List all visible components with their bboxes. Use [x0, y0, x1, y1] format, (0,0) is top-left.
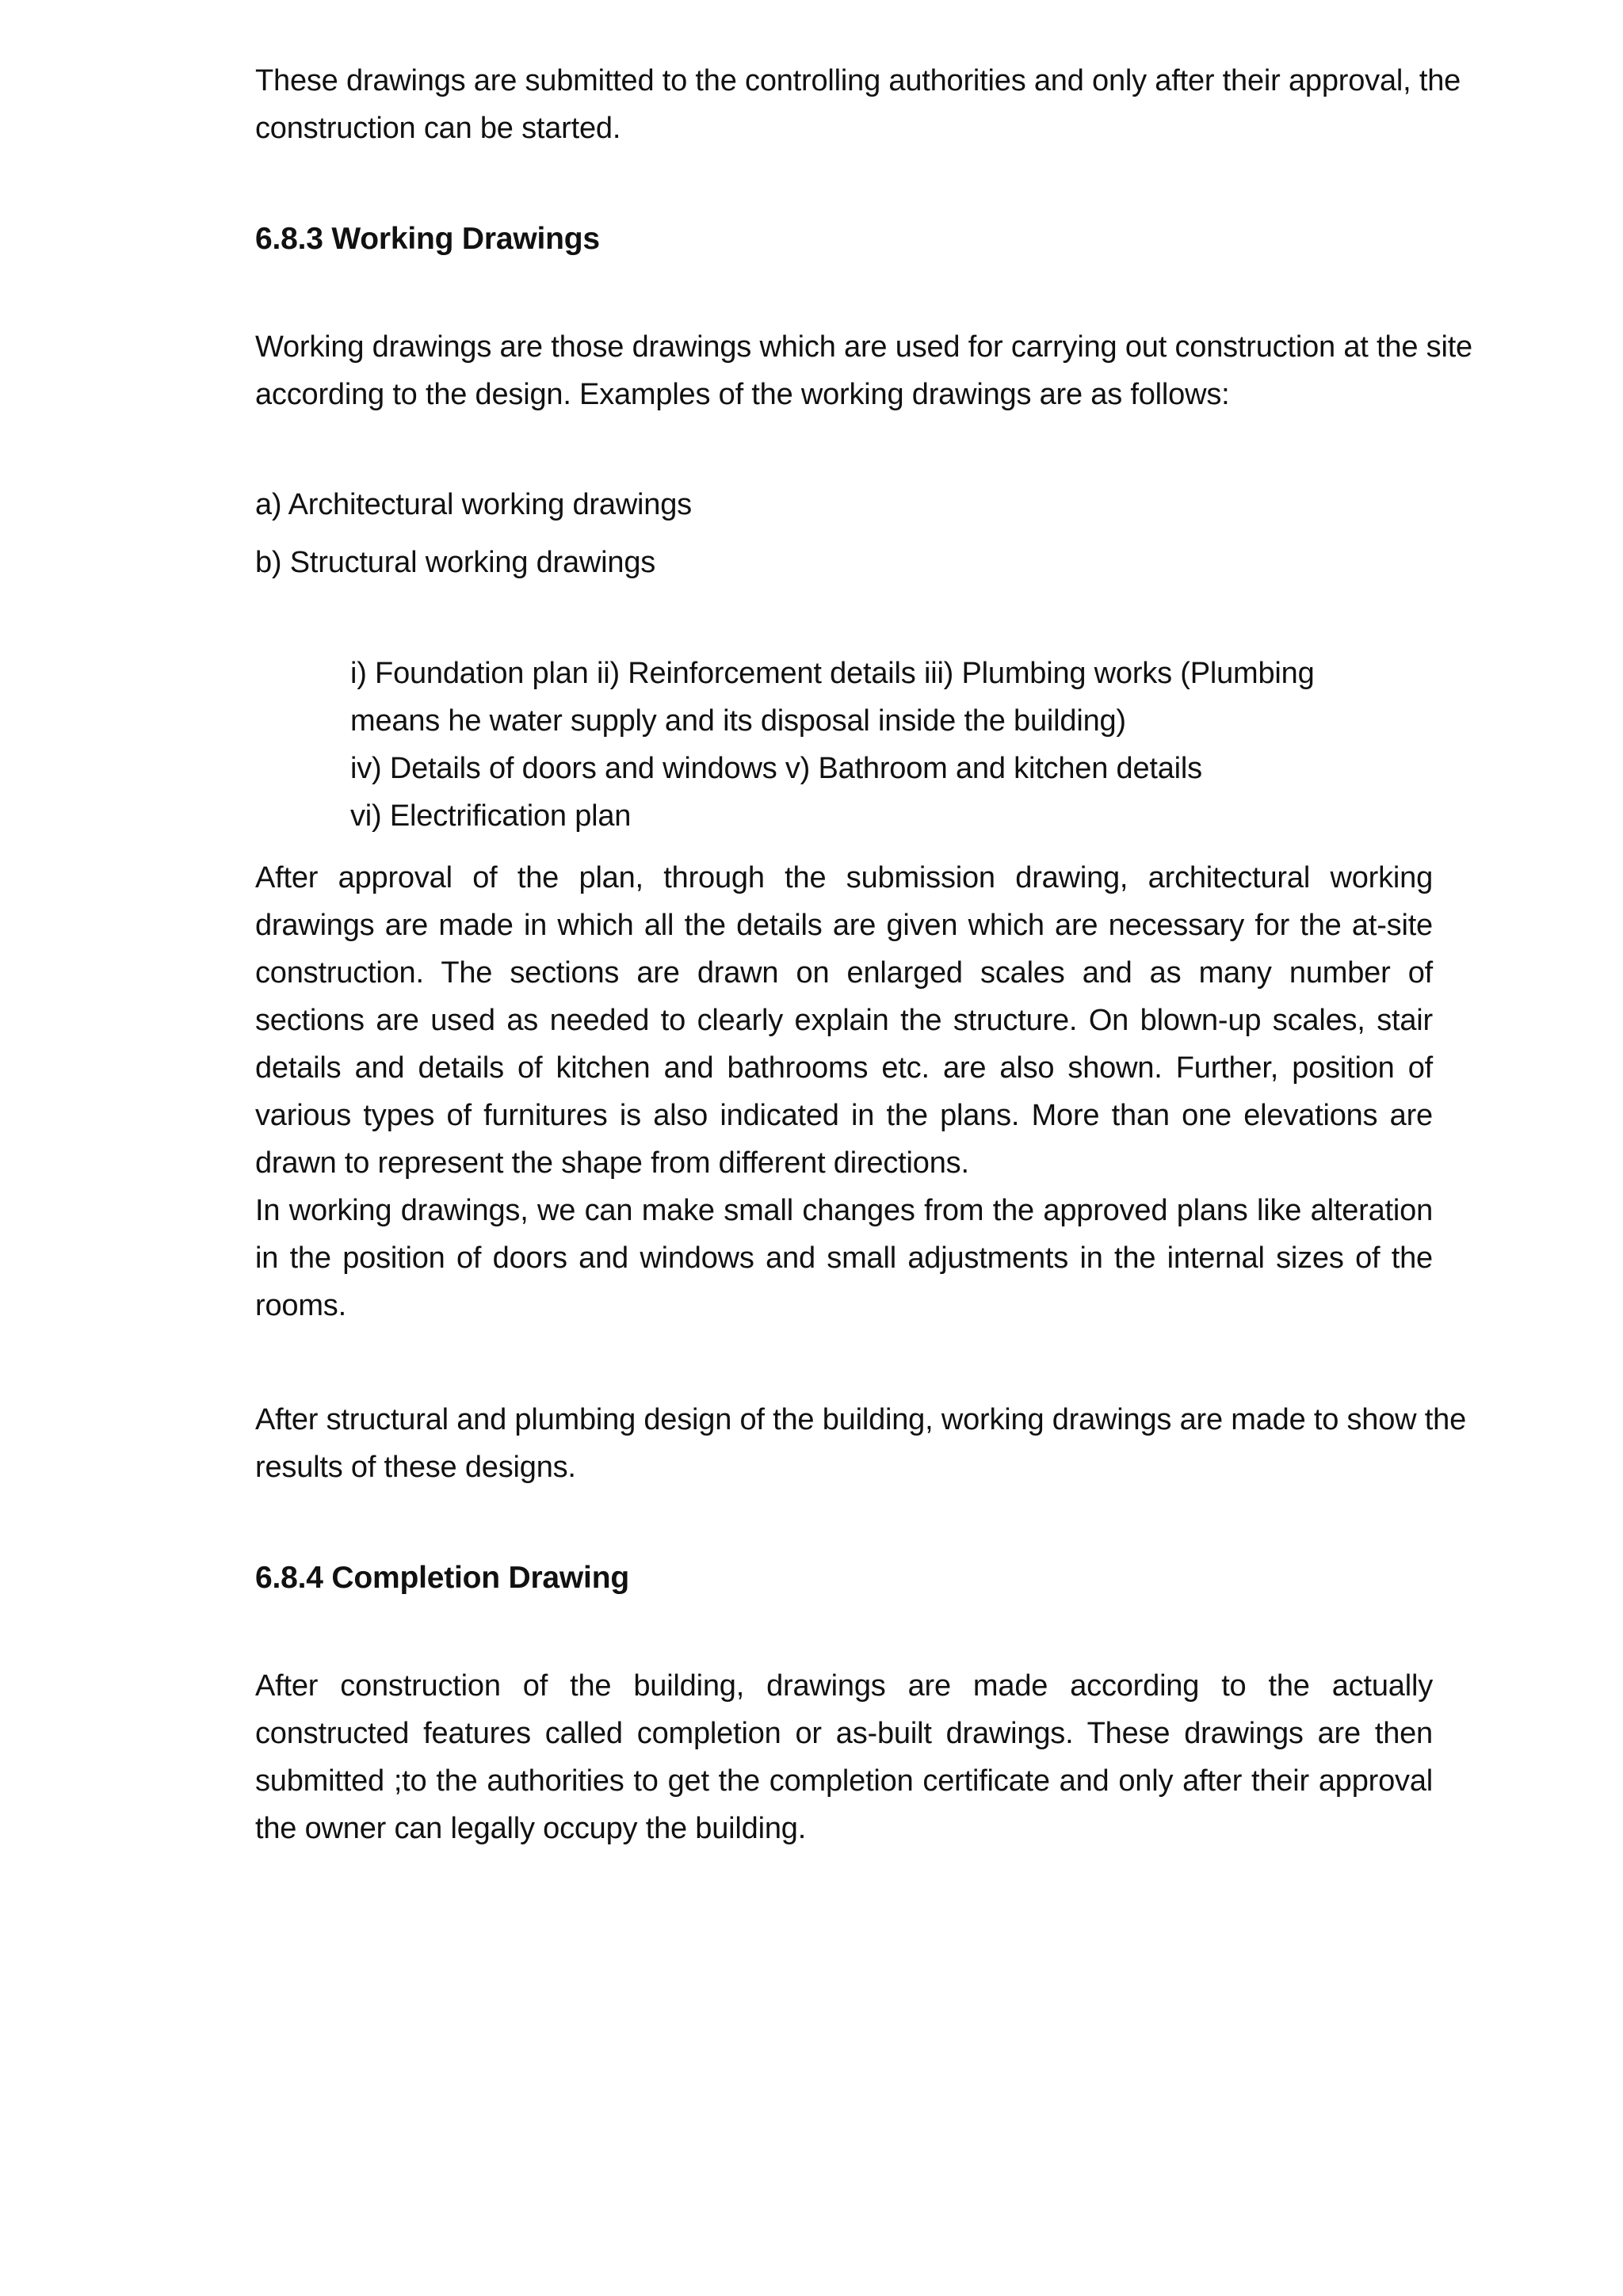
small-changes-paragraph: In working drawings, we can make small changes from the approved plans like alteration in the position of doors and windows and small adjustments in the internal sizes of the rooms.: [255, 1194, 1433, 1322]
list-item-architectural: a) Architectural working drawings: [255, 488, 692, 521]
sublist-item: i) Foundation plan: [350, 657, 589, 690]
sublist-item: iii) Plumbing works (Plumbing means he water supply and its disposal inside the building): [350, 657, 1315, 738]
intro-paragraph: These drawings are submitted to the controlling authorities and only after their approval, the construction can be started.: [255, 64, 1461, 145]
sublist-item: v) Bathroom and kitchen details: [785, 752, 1202, 785]
working-drawings-intro-paragraph: Working drawings are those drawings which are used for carrying out construction at the site according to the design. Examples of the working drawings are as follows:: [255, 330, 1472, 411]
sublist-item: iv) Details of doors and windows: [350, 752, 777, 785]
section-heading-working-drawings: 6.8.3 Working Drawings: [255, 222, 600, 256]
completion-paragraph: After construction of the building, drawings are made according to the actually constructed features called completion or as-built drawings. These drawings are then submitted ;to the authorities to get the completion certificate and only after their approval the owner can legally occupy the building.: [255, 1669, 1433, 1845]
list-item-structural: b) Structural working drawings: [255, 546, 656, 579]
after-structural-paragraph: After structural and plumbing design of the building, working drawings are made to show the results of these designs.: [255, 1403, 1466, 1484]
structural-sublist: [350, 650, 1396, 840]
sublist-item: ii) Reinforcement details: [596, 657, 916, 690]
section-heading-completion-drawing: 6.8.4 Completion Drawing: [255, 1561, 629, 1595]
after-approval-paragraph: After approval of the plan, through the submission drawing, architectural working drawings are made in which all the details are given which are necessary for the at-site construction. The sections are drawn on enlarged scales and as many number of sections are used as needed to clearly explain the structure. On blown-up scales, stair details and details of kitchen and bathrooms etc. are also shown. Further, position of various types of furnitures is also indicated in the plans. More than one elevations are drawn to represent the shape from different directions.: [255, 861, 1433, 1180]
sublist-item: vi) Electrification plan: [350, 799, 632, 833]
